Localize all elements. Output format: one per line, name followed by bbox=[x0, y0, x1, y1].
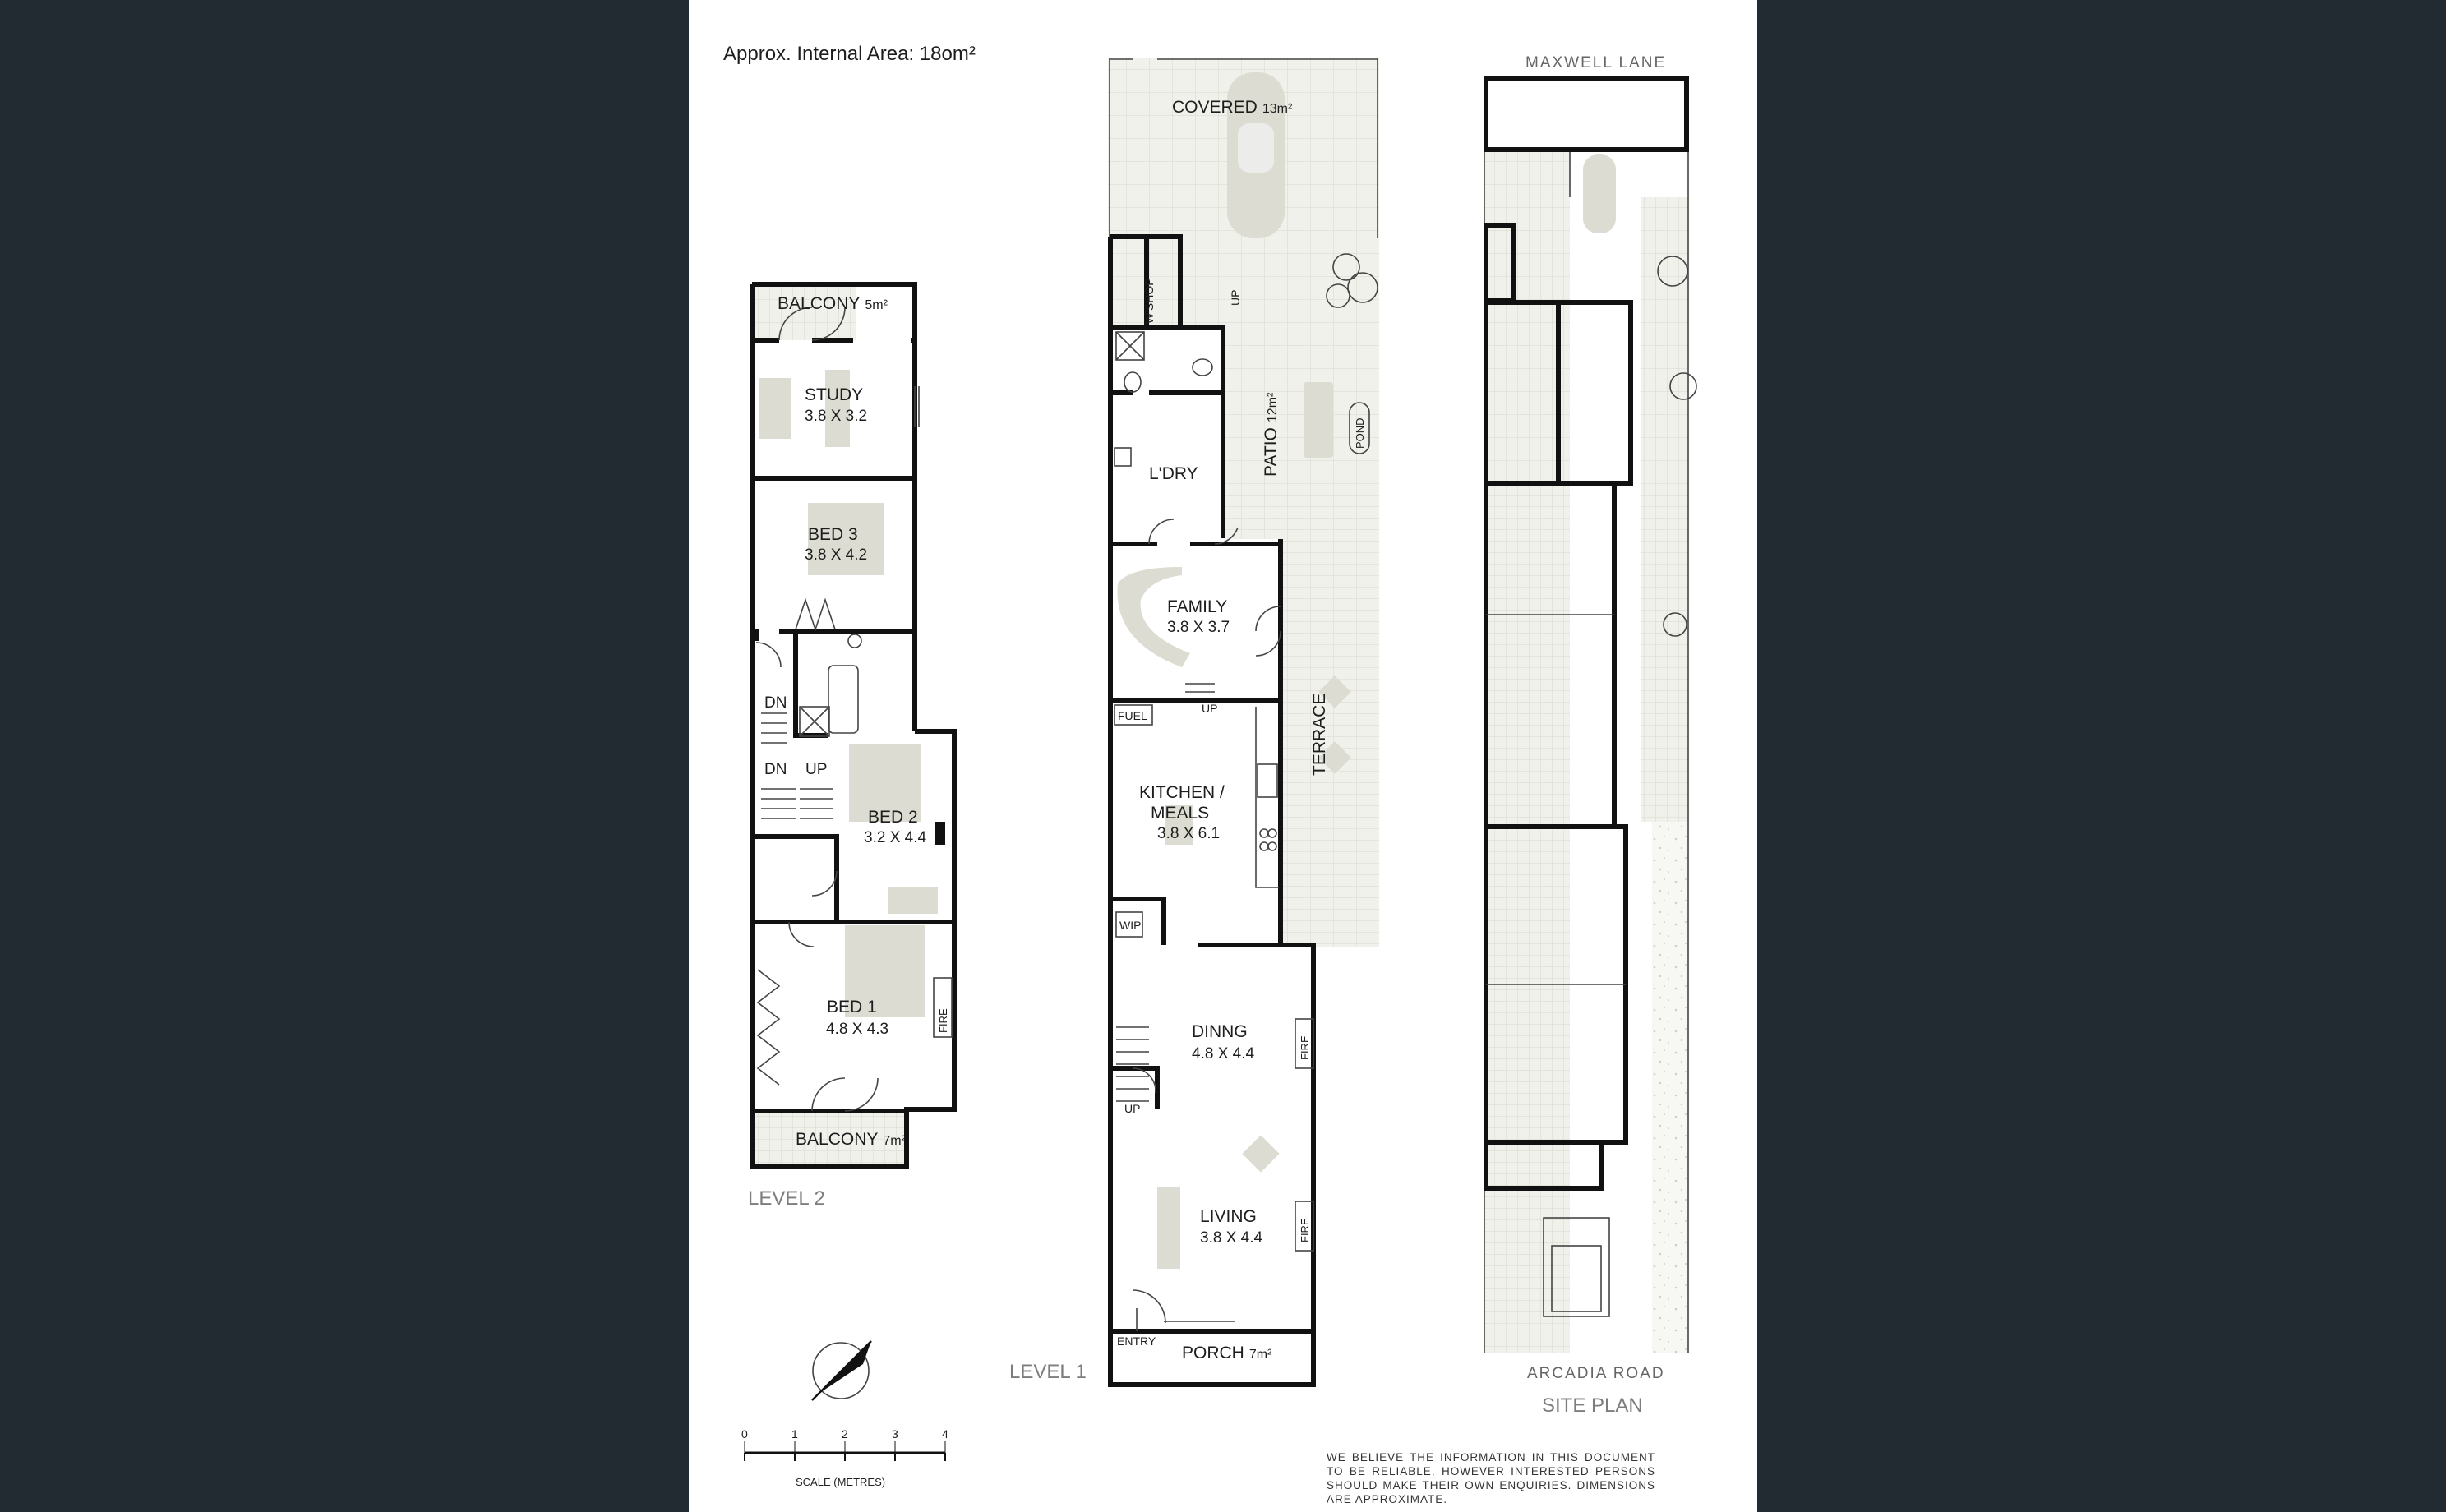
site-plan-title: SITE PLAN bbox=[1542, 1394, 1643, 1417]
kitchen-dims: 3.8 X 6.1 bbox=[1157, 825, 1221, 842]
bed-1-label: BED 1 bbox=[827, 998, 877, 1016]
car-roof bbox=[1238, 123, 1274, 173]
site-car bbox=[1583, 154, 1616, 233]
living-armchair bbox=[1242, 1135, 1279, 1172]
kitchen-sink bbox=[1258, 764, 1277, 797]
l1-basin bbox=[1193, 359, 1212, 376]
l1-laundry-tub bbox=[1115, 448, 1131, 466]
bed2-stair-wall bbox=[752, 837, 837, 922]
cooktop-2 bbox=[1268, 829, 1276, 837]
family-step bbox=[1185, 684, 1215, 692]
level-1-title: LEVEL 1 bbox=[1009, 1361, 1087, 1383]
laundry-label: L'DRY bbox=[1149, 464, 1198, 483]
bed3-bath-wall bbox=[756, 629, 915, 641]
dining-label: DINNG bbox=[1192, 1022, 1248, 1041]
scale-label: SCALE (METRES) bbox=[796, 1476, 886, 1488]
bed2-door bbox=[812, 871, 837, 896]
covered-label: COVERED 13m² bbox=[1172, 98, 1293, 117]
l1-toilet bbox=[1124, 372, 1141, 392]
scale-tick-3: 3 bbox=[892, 1427, 898, 1441]
living-fire-label: FIRE bbox=[1299, 1218, 1311, 1242]
entry-label: ENTRY bbox=[1117, 1335, 1156, 1348]
terrace-label: TERRACE bbox=[1310, 693, 1329, 776]
cooktop-4 bbox=[1268, 842, 1276, 850]
patio-table bbox=[1304, 382, 1333, 458]
stair-up-label: UP bbox=[1124, 1102, 1141, 1115]
bed-1-fire-label: FIRE bbox=[937, 1008, 949, 1033]
pond-label: POND bbox=[1354, 417, 1366, 449]
porch-label: PORCH 7m² bbox=[1182, 1344, 1272, 1362]
rear-up-label: UP bbox=[1229, 289, 1242, 306]
scale-tick-4: 4 bbox=[942, 1427, 948, 1441]
landing-door bbox=[756, 643, 781, 667]
floor-plan-sheet bbox=[689, 0, 1757, 1512]
internal-area-label: Approx. Internal Area: 18om² bbox=[723, 43, 976, 65]
living-dims: 3.8 X 4.4 bbox=[1200, 1229, 1263, 1247]
family-french-doors bbox=[1256, 606, 1281, 656]
family-dims: 3.8 X 3.7 bbox=[1167, 619, 1230, 636]
cooktop-3 bbox=[1260, 842, 1268, 850]
wshop-label: W'SHOP bbox=[1142, 278, 1156, 324]
scale-bar bbox=[741, 1427, 948, 1488]
bed-2-desk bbox=[888, 887, 938, 914]
stair-down-1 bbox=[761, 713, 787, 743]
level-2-title: LEVEL 2 bbox=[748, 1187, 825, 1210]
dn-label-1: DN bbox=[764, 694, 787, 712]
kitchen-label-line1: KITCHEN / bbox=[1139, 783, 1225, 802]
floor-plan-drawing bbox=[689, 0, 1757, 1512]
balcony-top-label: BALCONY 5m² bbox=[778, 294, 888, 313]
living-label: LIVING bbox=[1200, 1207, 1257, 1226]
bed1-wardrobe bbox=[758, 970, 779, 1085]
site-garden bbox=[1652, 822, 1688, 1353]
bath-top-wall bbox=[1110, 327, 1223, 411]
l1-stair bbox=[1116, 1027, 1149, 1101]
balcony-bottom-label: BALCONY 7m² bbox=[796, 1130, 906, 1149]
kitchen-label-line2: MEALS bbox=[1151, 804, 1210, 823]
living-sofa bbox=[1157, 1187, 1180, 1269]
entry-door bbox=[1133, 1290, 1165, 1331]
fuel-label: FUEL bbox=[1118, 709, 1147, 722]
stair-down-up bbox=[761, 789, 833, 818]
cooktop-1 bbox=[1260, 829, 1268, 837]
scale-tick-0: 0 bbox=[741, 1427, 748, 1441]
bed-3-label: BED 3 bbox=[808, 525, 858, 544]
site-bottom-street-label: ARCADIA ROAD bbox=[1527, 1365, 1665, 1382]
bed-2-chimney bbox=[935, 822, 945, 845]
l1-shower-x bbox=[1116, 332, 1144, 360]
patio-label: PATIO12m² bbox=[1262, 392, 1281, 477]
family-up-label: UP bbox=[1202, 702, 1218, 715]
dining-fire-label: FIRE bbox=[1299, 1035, 1311, 1060]
shower-x bbox=[800, 707, 829, 736]
bed1-door bbox=[789, 922, 814, 947]
wip-label: WIP bbox=[1119, 919, 1142, 932]
scale-tick-2: 2 bbox=[842, 1427, 848, 1441]
disclaimer-text: WE BELIEVE THE INFORMATION IN THIS DOCUMENT TO BE RELIABLE, HOWEVER INTERESTED PERSONS SHOULD MAKE THEIR OWN ENQUIRIES. DIMENSIONS ARE APPROXIMATE. bbox=[1327, 1451, 1655, 1505]
bathtub bbox=[828, 666, 858, 733]
balcony-bottom-doors bbox=[812, 1078, 878, 1111]
site-garage bbox=[1486, 79, 1687, 150]
basin bbox=[848, 634, 861, 648]
dining-dims: 4.8 X 4.4 bbox=[1192, 1045, 1255, 1063]
bed-2-dims: 3.2 X 4.4 bbox=[864, 829, 927, 846]
up-label-l2: UP bbox=[805, 761, 828, 778]
study-dims: 3.8 X 3.2 bbox=[805, 408, 868, 425]
dn-label-2: DN bbox=[764, 761, 787, 778]
site-top-street-label: MAXWELL LANE bbox=[1525, 54, 1667, 71]
study-label: STUDY bbox=[805, 385, 864, 404]
level-2-plan bbox=[748, 284, 954, 1210]
site-right-paving bbox=[1641, 197, 1688, 822]
site-plan bbox=[1484, 54, 1696, 1417]
scale-tick-1: 1 bbox=[791, 1427, 798, 1441]
bed-2-label: BED 2 bbox=[868, 808, 918, 827]
north-arrow bbox=[812, 1341, 871, 1400]
level-1-plan bbox=[1009, 58, 1379, 1385]
study-desk bbox=[759, 378, 791, 439]
family-label: FAMILY bbox=[1167, 597, 1228, 616]
terrace-paving bbox=[1281, 539, 1379, 947]
bed3-wardrobe bbox=[796, 600, 835, 629]
bed-3-dims: 3.8 X 4.2 bbox=[805, 546, 868, 564]
bed-1-dims: 4.8 X 4.3 bbox=[826, 1021, 889, 1038]
family-sofa bbox=[1117, 567, 1190, 667]
